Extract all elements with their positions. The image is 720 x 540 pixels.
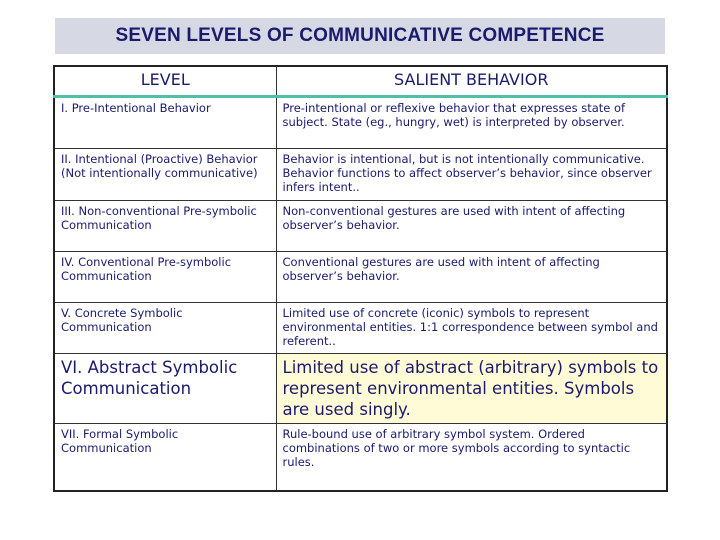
table-row	[54, 251, 667, 302]
level-cell: V. Concrete Symbolic Communication	[54, 302, 276, 353]
level-cell: II. Intentional (Proactive) Behavior (Not intentionally communicative)	[54, 148, 276, 200]
table-row	[54, 302, 667, 353]
column-header-level: LEVEL	[54, 66, 276, 96]
level-cell: III. Non-conventional Pre-symbolic Communication	[54, 200, 276, 251]
behavior-cell: Non-conventional gestures are used with intent of affecting observer’s behavior.	[276, 200, 667, 251]
behavior-cell: Behavior is intentional, but is not intentionally communicative. Behavior functions to affect observer’s behavior, since observer infers intent..	[276, 148, 667, 200]
level-cell: VII. Formal Symbolic Communication	[54, 423, 276, 491]
table-row-highlighted	[54, 353, 667, 423]
behavior-cell: Rule-bound use of arbitrary symbol system. Ordered combinations of two or more symbols according to syntactic rules.	[276, 423, 667, 491]
level-cell: VI. Abstract Symbolic Communication	[54, 353, 276, 423]
column-header-behavior: SALIENT BEHAVIOR	[276, 66, 667, 96]
table-row	[54, 423, 667, 491]
behavior-cell: Limited use of abstract (arbitrary) symbols to represent environmental entities. Symbols are used singly.	[276, 353, 667, 423]
table-row	[54, 148, 667, 200]
behavior-cell: Limited use of concrete (iconic) symbols to represent environmental entities. 1:1 correspondence between symbol and referent..	[276, 302, 667, 353]
page-title: SEVEN LEVELS OF COMMUNICATIVE COMPETENCE	[55, 18, 665, 54]
level-cell: IV. Conventional Pre-symbolic Communication	[54, 251, 276, 302]
table-header-row	[54, 66, 667, 96]
behavior-cell: Pre-intentional or reflexive behavior that expresses state of subject. State (eg., hungry, wet) is interpreted by observer.	[276, 96, 667, 148]
competence-table	[53, 65, 668, 492]
table-row	[54, 200, 667, 251]
level-cell: I. Pre-Intentional Behavior	[54, 96, 276, 148]
behavior-cell: Conventional gestures are used with intent of affecting observer’s behavior.	[276, 251, 667, 302]
table-row	[54, 96, 667, 148]
